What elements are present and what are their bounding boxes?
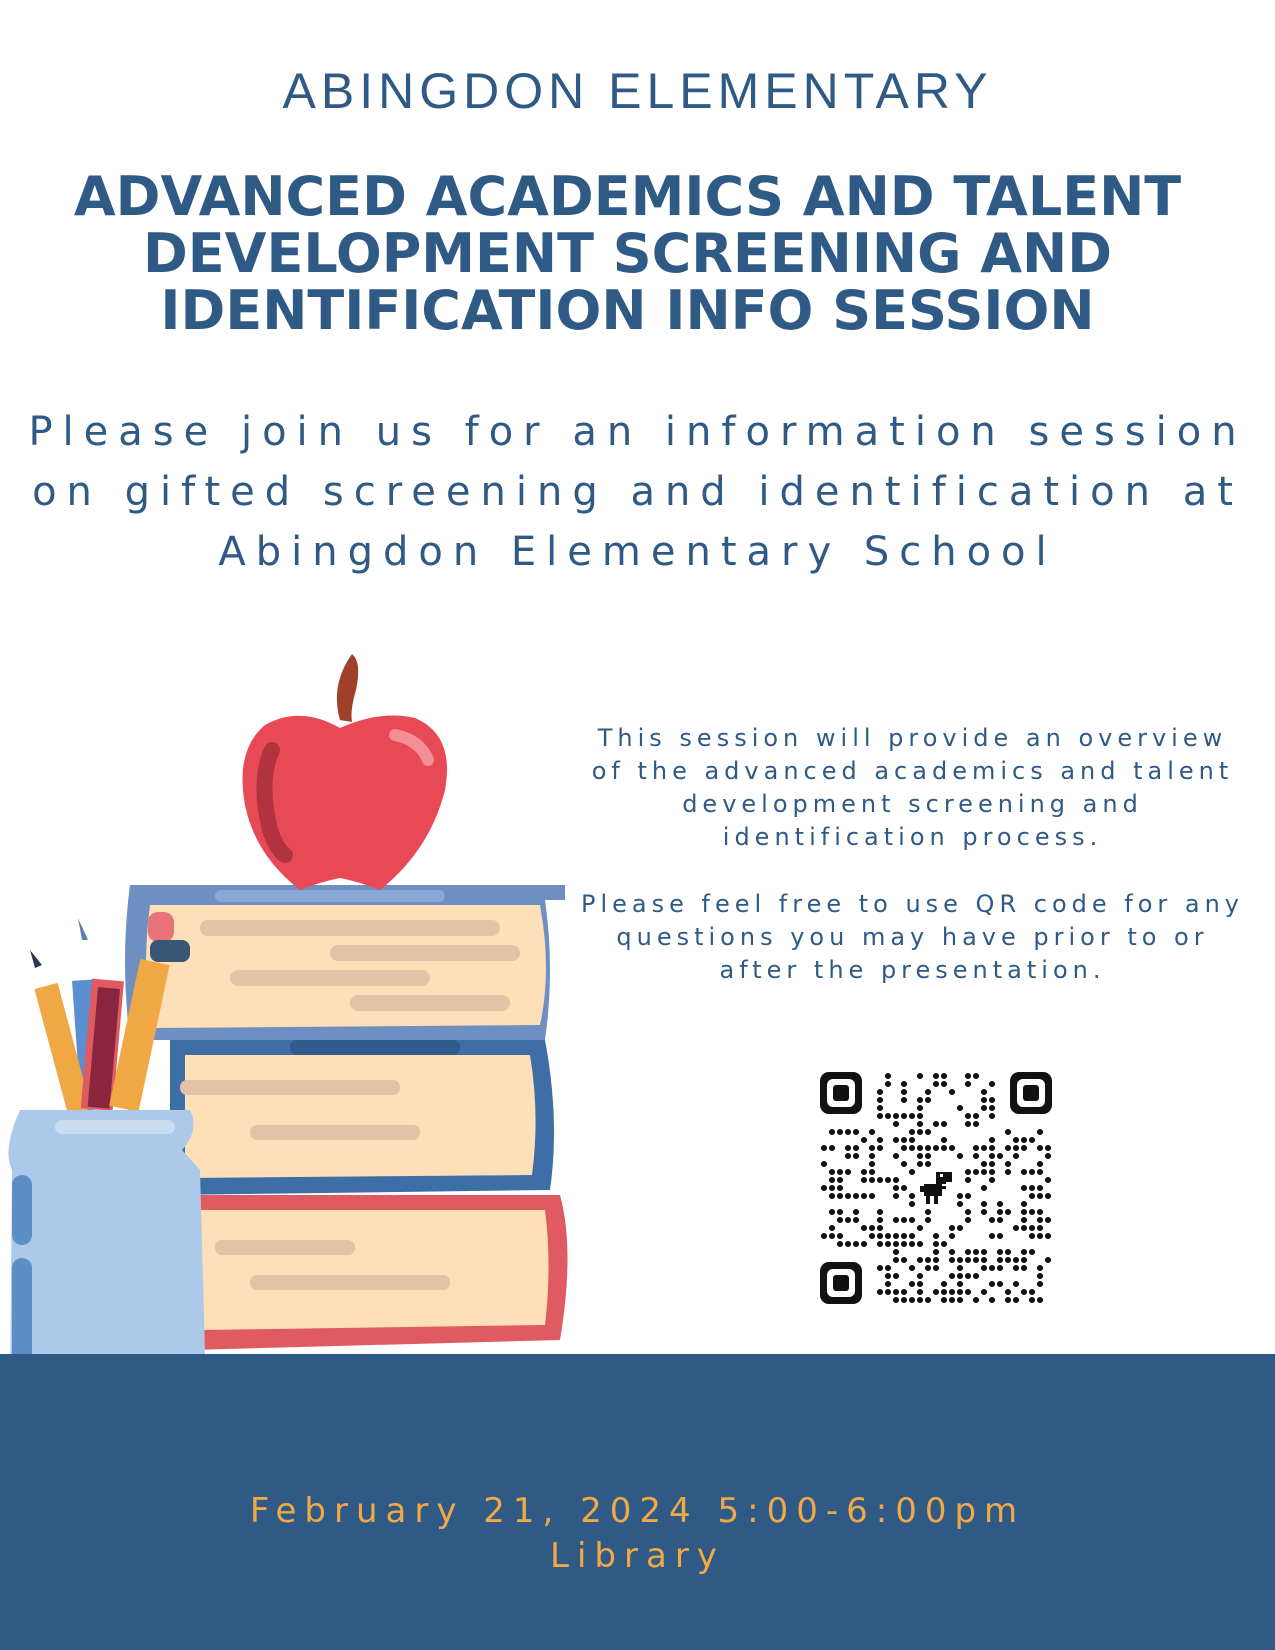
dinosaur-icon <box>916 1168 956 1208</box>
session-details <box>580 722 1245 987</box>
qr-finder-top-left <box>820 1072 862 1114</box>
event-date-time: February 21, 2024 5:00-6:00pm <box>249 1491 1026 1531</box>
session-overview: This session will provide an overview of the advanced academics and talent development screening and identification process. <box>591 724 1234 851</box>
event-location: Library <box>550 1536 725 1576</box>
qr-finder-top-right <box>1010 1072 1052 1114</box>
qr-note: Please feel free to use QR code for any questions you may have prior to or after the presentation. <box>580 890 1245 984</box>
footer-band <box>0 1354 1275 1650</box>
qr-finder-bottom-left <box>820 1262 862 1304</box>
intro-text: Please join us for an information session on gifted screening and identification at Abingdon Elementary School <box>28 409 1247 575</box>
qr-code[interactable] <box>820 1072 1052 1304</box>
school-supplies-illustration <box>0 650 580 1410</box>
school-name: ABINGDON ELEMENTARY <box>282 63 993 119</box>
event-title: ADVANCED ACADEMICS AND TALENT DEVELOPMENT SCREENING AND IDENTIFICATION INFO SESSION <box>73 165 1182 342</box>
apple-icon <box>243 654 448 890</box>
